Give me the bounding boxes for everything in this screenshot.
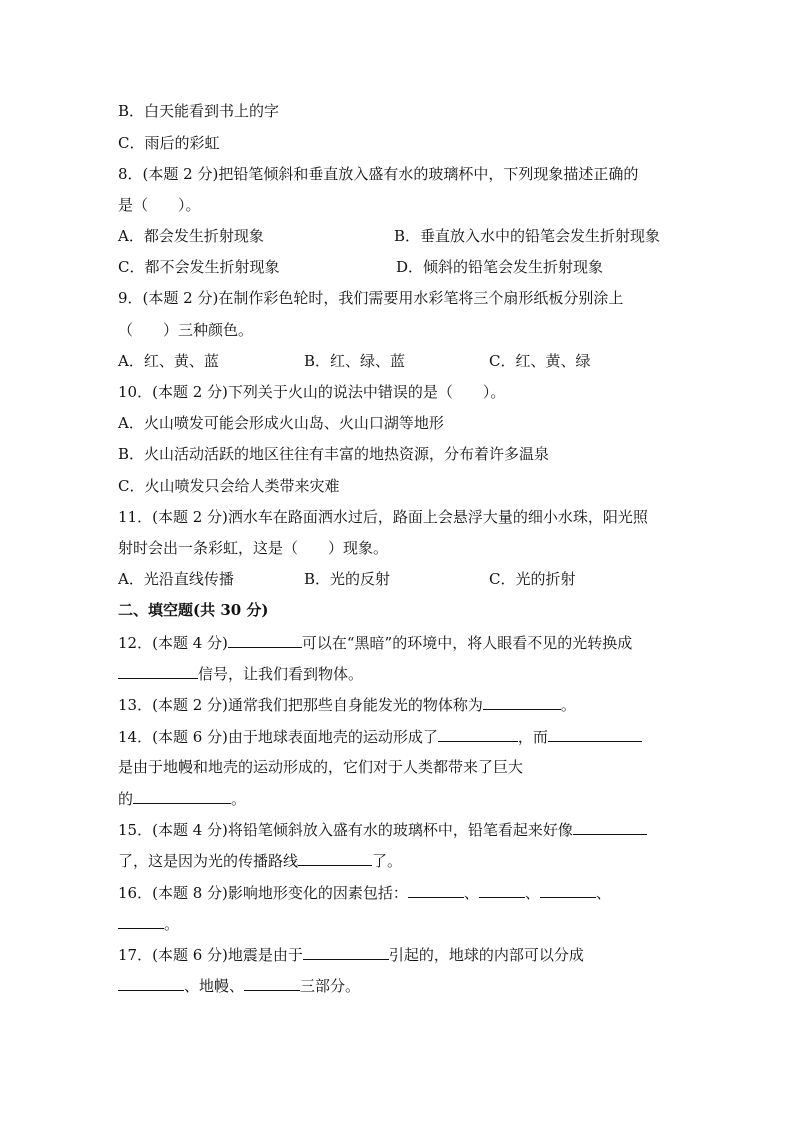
q17-middle-item: 、地幔、 (184, 977, 245, 995)
q13-end: 。 (560, 696, 576, 714)
q15-blank-1[interactable] (573, 819, 647, 835)
q9-stem-line2: （ ）三种颜色。 (118, 321, 254, 339)
q13-blank[interactable] (483, 694, 561, 710)
q10-option-b: B．火山活动活跃的地区往往有丰富的地热资源，分布着许多温泉 (118, 445, 550, 463)
q14-line3 (118, 788, 246, 809)
q12-line1 (118, 632, 632, 653)
q14-line3-start: 的 (118, 790, 134, 808)
q10-option-c: C．火山喷发只会给人类带来灾难 (118, 477, 340, 495)
q11-options-row (118, 569, 576, 589)
q12-line2 (118, 663, 363, 684)
q13-line (118, 694, 576, 715)
q15-line1 (118, 819, 647, 840)
q13-prefix: 13．(本题 2 分)通常我们把那些自身能发光的物体称为 (118, 696, 483, 714)
q14-prefix: 14．(本题 6 分)由于地球表面地壳的运动形成了 (118, 728, 438, 746)
q14-end: 。 (231, 790, 247, 808)
q9-option-a: A．红、黄、蓝 (118, 352, 219, 370)
q16-sep-1: 、 (463, 884, 479, 902)
q14-blank-1[interactable] (438, 726, 518, 742)
q8-option-a: A．都会发生折射现象 (118, 227, 264, 245)
q14-blank-3[interactable] (133, 788, 231, 804)
q12-blank-2[interactable] (118, 663, 198, 679)
q11-stem-line1: 11．(本题 2 分)洒水车在路面洒水过后，路面上会悬浮大量的细小水珠，阳光照 (118, 508, 648, 526)
q16-blank-3[interactable] (540, 882, 596, 898)
q11-option-c: C．光的折射 (489, 570, 576, 588)
q9-options-row (118, 351, 591, 371)
q17-prefix: 17．(本题 6 分)地震是由于 (118, 946, 303, 964)
q10-option-a: A．火山喷发可能会形成火山岛、火山口湖等地形 (118, 414, 444, 432)
q11-option-b: B．光的反射 (304, 570, 391, 588)
q15-end: 了。 (372, 852, 403, 870)
q15-prefix: 15．(本题 4 分)将铅笔倾斜放入盛有水的玻璃杯中，铅笔看起来好像 (118, 821, 573, 839)
q7-option-b: B．白天能看到书上的字 (118, 102, 280, 120)
q14-line1 (118, 726, 642, 747)
q8-options-row2 (118, 257, 604, 277)
q12-prefix: 12．(本题 4 分) (118, 634, 228, 652)
q7-option-c: C．雨后的彩虹 (118, 134, 220, 152)
q17-blank-3[interactable] (244, 975, 300, 991)
q15-line2 (118, 850, 402, 871)
q9-stem-line1: 9．(本题 2 分)在制作彩色轮时，我们需要用水彩笔将三个扇形纸板分别涂上 (118, 289, 624, 307)
q12-mid: 可以在“黑暗”的环境中，将人眼看不见的光转换成 (301, 634, 633, 652)
q9-option-b: B．红、绿、蓝 (304, 352, 406, 370)
q17-end: 三部分。 (300, 977, 361, 995)
q11-option-a: A．光沿直线传播 (118, 570, 234, 588)
q17-blank-1[interactable] (303, 944, 389, 960)
q14-blank-2[interactable] (548, 726, 642, 742)
q16-line1 (118, 882, 611, 903)
q8-option-c: C．都不会发生折射现象 (118, 258, 280, 276)
section-heading-fill-in: 二、填空题(共 30 分) (118, 601, 269, 619)
q16-sep-3: 、 (595, 884, 611, 902)
q12-end: 信号，让我们看到物体。 (198, 665, 364, 683)
q14-line2: 是由于地幔和地壳的运动形成的，它们对于人类都带来了巨大 (118, 758, 524, 776)
q16-prefix: 16．(本题 8 分)影响地形变化的因素包括： (118, 884, 408, 902)
q16-sep-2: 、 (524, 884, 540, 902)
q16-blank-4[interactable] (118, 913, 164, 929)
q17-line1 (118, 944, 584, 965)
q8-option-d: D．倾斜的铅笔会发生折射现象 (396, 258, 604, 276)
q8-options-row1 (118, 226, 661, 246)
q12-blank-1[interactable] (228, 632, 302, 648)
q17-mid: 引起的，地球的内部可以分成 (388, 946, 584, 964)
q16-end: 。 (164, 915, 180, 933)
q8-option-b: B．垂直放入水中的铅笔会发生折射现象 (394, 227, 661, 245)
q17-blank-2[interactable] (118, 975, 184, 991)
q14-mid: ，而 (517, 728, 548, 746)
q17-line2 (118, 975, 360, 996)
q15-line2-start: 了，这是因为光的传播路线 (118, 852, 299, 870)
q8-stem-line1: 8．(本题 2 分)把铅笔倾斜和垂直放入盛有水的玻璃杯中，下列现象描述正确的 (118, 165, 639, 183)
q15-blank-2[interactable] (298, 850, 372, 866)
q8-stem-line2: 是（ ）。 (118, 196, 201, 214)
q10-stem: 10．(本题 2 分)下列关于火山的说法中错误的是（ ）。 (118, 383, 506, 401)
q16-blank-2[interactable] (479, 882, 525, 898)
q9-option-c: C．红、黄、绿 (489, 352, 591, 370)
q11-stem-line2: 射时会出一条彩虹，这是（ ）现象。 (118, 539, 389, 557)
q16-line2 (118, 913, 179, 934)
q16-blank-1[interactable] (408, 882, 464, 898)
